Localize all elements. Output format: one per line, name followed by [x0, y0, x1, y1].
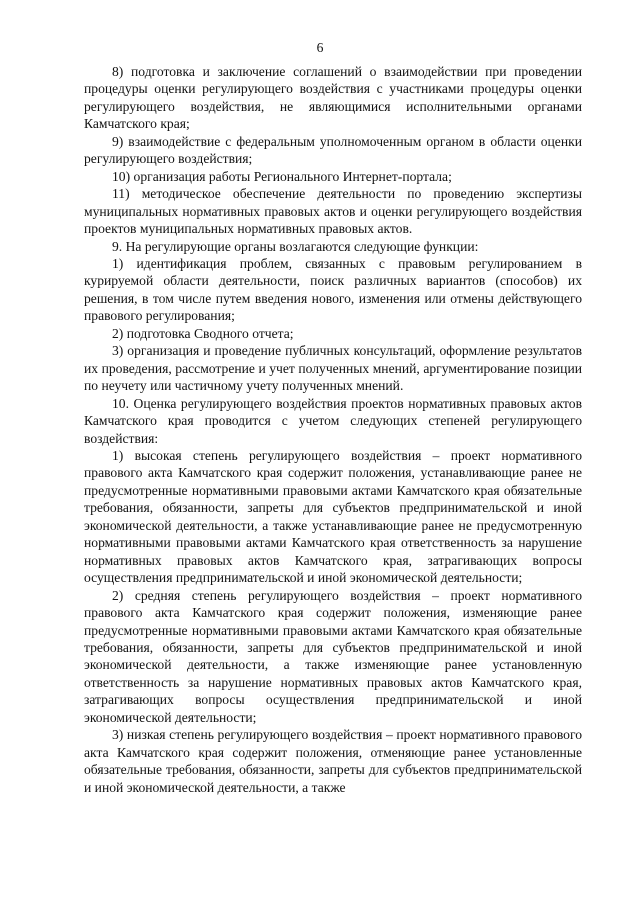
paragraph-item-10: 10) организация работы Регионального Интернет-портала;	[112, 168, 452, 184]
paragraph-item-9: 9) взаимодействие с федеральным уполномоченным органом в области оценки регулирующего воздействия;	[84, 133, 582, 167]
paragraph-item-8: 8) подготовка и заключение соглашений о взаимодействии при проведении процедуры оценки регулирующего воздействия с участниками процедуры оценки регулирующего воздействия, не являющимися исполнительными органами Камчатского края;	[84, 64, 582, 132]
paragraph-item-11: 11) методическое обеспечение деятельности по проведению экспертизы муниципальных нормативных правовых актов и оценки регулирующего воздействия проектов муниципальных нормативных правовых актов.	[84, 186, 582, 237]
paragraph-degree-low: 3) низкая степень регулирующего воздействия – проект нормативного правового акта Камчатского края содержит положения, отменяющие ранее установленные обязательные требования, обязанности, запреты для субъектов предпринимательской и иной экономической деятельности, а также	[84, 727, 582, 795]
paragraph-section-9: 9. На регулирующие органы возлагаются следующие функции:	[112, 238, 479, 254]
page-number: 6	[316, 40, 324, 55]
paragraph-degree-high: 1) высокая степень регулирующего воздействия – проект нормативного правового акта Камчатского края содержит положения, устанавливающие ранее не предусмотренные нормативными правовыми актами Камчатского края обязательные требования, обязанности, запреты для субъектов предпринимательской и иной экономической деятельности, а также устанавливающие ранее не предусмотренную нормативными правовыми актами Камчатского края ответственность за нарушение нормативных правовых актов Камчатского края, затрагивающих вопросы осуществления предпринимательской и иной экономической деятельности;	[84, 447, 582, 586]
paragraph-degree-medium: 2) средняя степень регулирующего воздействия – проект нормативного правового акта Камчатского края содержит положения, изменяющие ранее предусмотренные нормативными правовыми актами Камчатского края обязательные требования, обязанности, запреты для субъектов предпринимательской и иной экономической деятельности, а также изменяющие ранее установленную ответственность за нарушение нормативных правовых актов Камчатского края, затрагивающих вопросы осуществления предпринимательской и иной экономической деятельности;	[84, 587, 582, 725]
paragraph-function-2: 2) подготовка Сводного отчета;	[112, 325, 294, 341]
document-body	[84, 63, 582, 796]
paragraph-section-10: 10. Оценка регулирующего воздействия проектов нормативных правовых актов Камчатского края проводится с учетом следующих степеней регулирующего воздействия:	[84, 395, 582, 446]
paragraph-function-1: 1) идентификация проблем, связанных с правовым регулированием в курируемой области деятельности, поиск различных вариантов (способов) их решения, в том числе путем введения нового, изменения или отмены действующего правового регулирования;	[84, 255, 582, 324]
paragraph-function-3: 3) организация и проведение публичных консультаций, оформление результатов их проведения, рассмотрение и учет полученных мнений, аргументирование позиции по неучету или частичному учету полученных мнений.	[84, 343, 582, 394]
